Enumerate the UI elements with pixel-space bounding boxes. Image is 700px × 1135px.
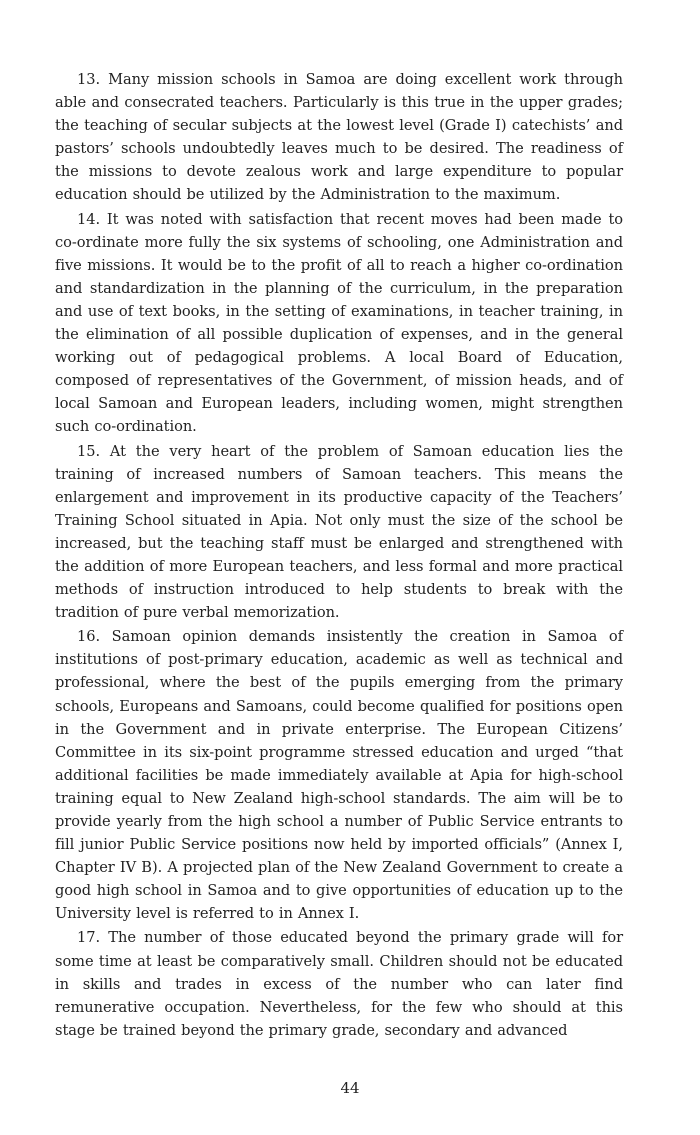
- page-number: 44: [340, 1079, 360, 1097]
- paragraph-13: 13. Many mission schools in Samoa are doing excellent work through able and consecrated teachers. Particularly is this true in the upper grades; the teaching of secular subjects at the lowest level (Grade I) catechists’ and pastors’ schools undoubtedly leaves much to be desired. The readiness of the missions to devote zealous work and large expenditure to popular education should be utilized by the Administration to the maximum.: [55, 71, 623, 204]
- document-page: [55, 68, 623, 1068]
- paragraph-16: 16. Samoan opinion demands insistently the creation in Samoa of institutions of post-primary education, academic as well as technical and professional, where the best of the pupils emerging from the primary schools, Europeans and Samoans, could become qualified for positions open in the Government and in private enterprise. The European Citizens’ Committee in its six-point programme stressed education and urged “that additional facilities be made immediately available at Apia for high-school training equal to New Zealand high-school standards. The aim will be to provide yearly from the high school a number of Public Service entrants to fill junior Public Service positions now held by imported officials” (Annex I, Chapter IV B). A projected plan of the New Zealand Government to create a good high school in Samoa and to give opportunities of education up to the University level is referred to in Annex I.: [55, 628, 623, 923]
- paragraph-14: 14. It was noted with satisfaction that recent moves had been made to co-ordinate more fully the six systems of schooling, one Administration and five missions. It would be to the profit of all to reach a higher co-ordination and standardization in the planning of the curriculum, in the preparation and use of text books, in the setting of examinations, in teacher training, in the elimination of all possible duplication of expenses, and in the general working out of pedagogical problems. A local Board of Education, composed of representatives of the Government, of mission heads, and of local Samoan and European leaders, including women, might strengthen such co-ordination.: [55, 210, 623, 436]
- paragraph-17: 17. The number of those educated beyond the primary grade will for some time at least be comparatively small. Children should not be educated in skills and trades in excess of the number who can later find remunerative occupation. Nevertheless, for the few who should at this stage be trained beyond the primary grade, secondary and advanced: [55, 929, 623, 1039]
- paragraph-15: 15. At the very heart of the problem of Samoan education lies the training of increased numbers of Samoan teachers. This means the enlargement and improvement in its productive capacity of the Teachers’ Training School situated in Apia. Not only must the size of the school be increased, but the teaching staff must be enlarged and strengthened with the addition of more European teachers, and less formal and more practical methods of instruction introduced to help students to break with the tradition of pure verbal memorization.: [55, 442, 623, 622]
